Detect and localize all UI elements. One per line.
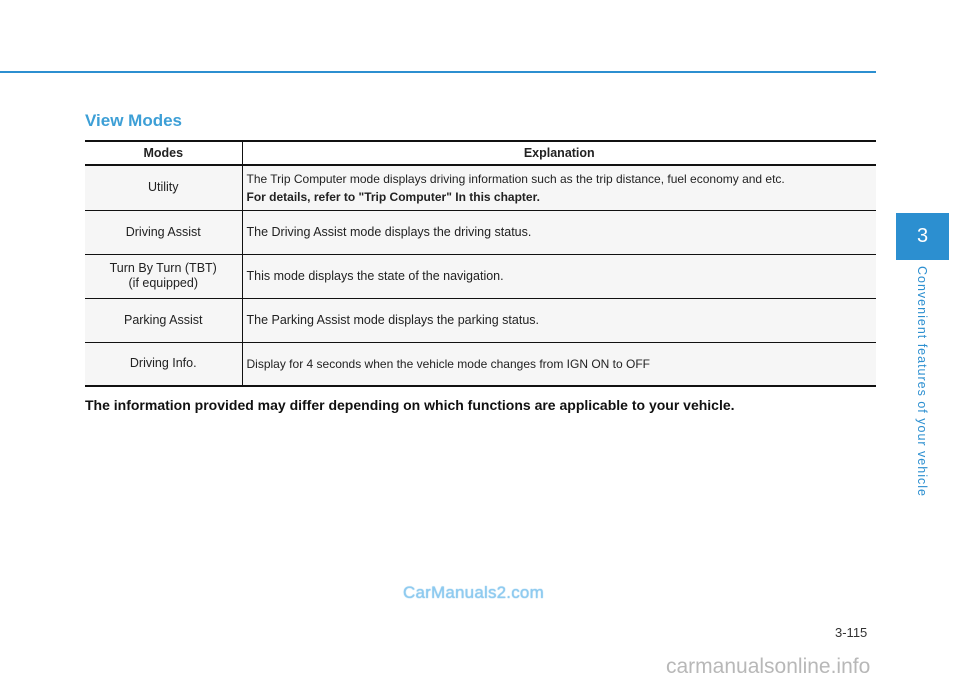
mode-note: (if equipped) — [128, 276, 198, 290]
mode-text: Turn By Turn (TBT) — [109, 261, 217, 275]
table-row — [85, 165, 876, 210]
explanation-text: The Trip Computer mode displays driving information such as the trip distance, fuel economy and etc. — [246, 171, 785, 186]
mode-cell: Driving Info. — [85, 342, 242, 386]
chapter-title: Convenient features of your vehicle — [915, 266, 929, 497]
explanation-cell — [242, 165, 876, 210]
table-row — [85, 342, 876, 386]
section-title: View Modes — [85, 111, 182, 130]
explanation-cell: The Parking Assist mode displays the parking status. — [242, 298, 876, 342]
header-modes: Modes — [85, 141, 242, 165]
mode-cell: Utility — [85, 165, 242, 210]
page-number: 3-115 — [835, 625, 868, 640]
chapter-number-tab: 3 — [896, 213, 949, 260]
mode-cell: Driving Assist — [85, 210, 242, 254]
watermark: CarManuals2.com — [403, 583, 544, 602]
table-row — [85, 254, 876, 298]
table-header-row — [85, 141, 876, 165]
explanation-cell: Display for 4 seconds when the vehicle mode changes from IGN ON to OFF — [242, 342, 876, 386]
explanation-note: For details, refer to "Trip Computer" In this chapter. — [246, 189, 540, 204]
header-rule — [0, 71, 876, 73]
explanation-cell: The Driving Assist mode displays the driving status. — [242, 210, 876, 254]
table-row — [85, 298, 876, 342]
footer-watermark: carmanualsonline.info — [666, 655, 871, 678]
mode-cell — [85, 254, 242, 298]
header-explanation: Explanation — [242, 141, 876, 165]
info-note: The information provided may differ depending on which functions are applicable to your vehicle. — [85, 397, 735, 413]
mode-cell: Parking Assist — [85, 298, 242, 342]
explanation-cell: This mode displays the state of the navigation. — [242, 254, 876, 298]
view-modes-table — [85, 140, 876, 387]
table-row — [85, 210, 876, 254]
